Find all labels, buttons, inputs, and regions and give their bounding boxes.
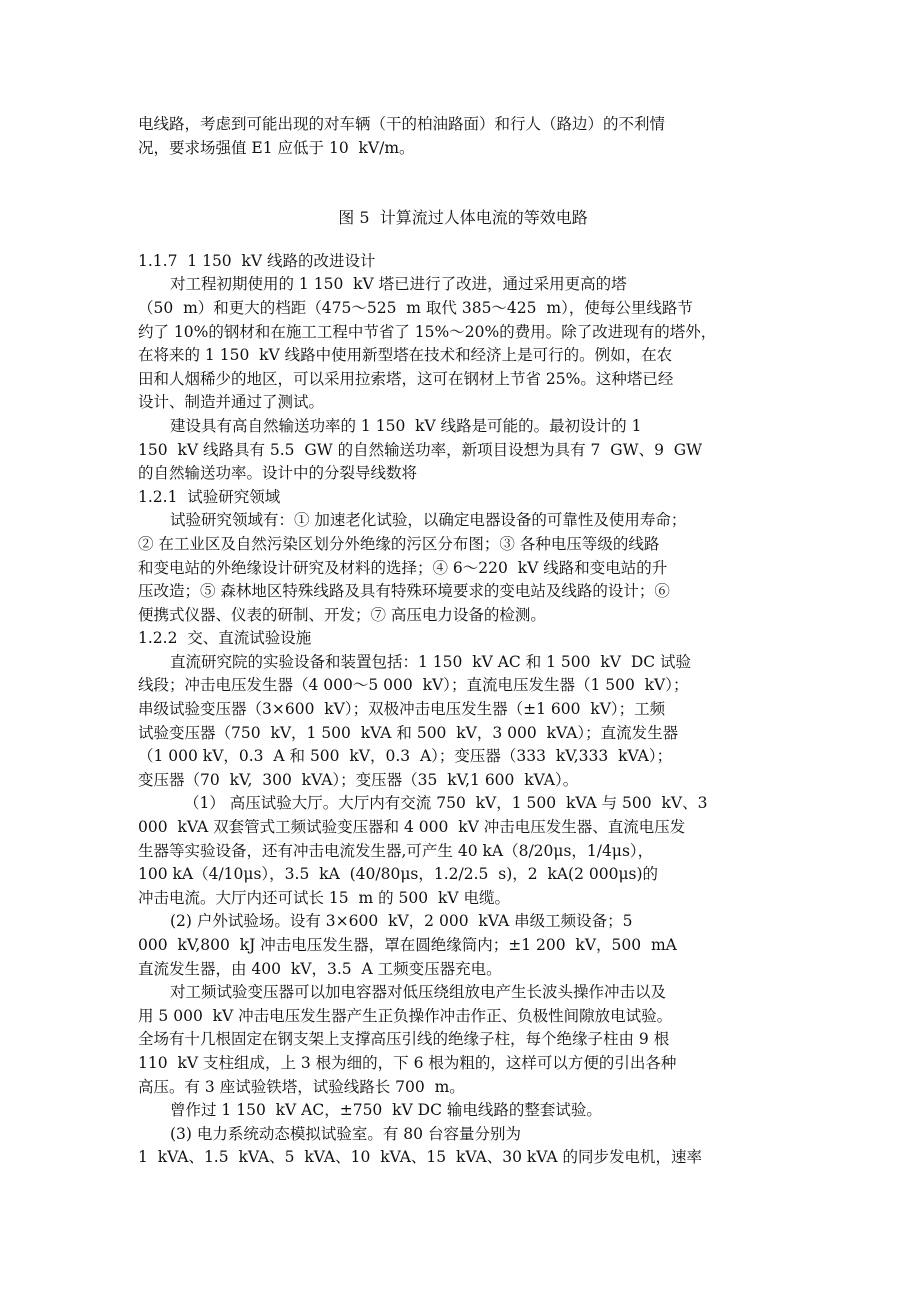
list-item-line: 1 kVA、1.5 kVA、5 kVA、10 kVA、15 kVA、30 kVA 的同步发电机，速率 xyxy=(138,1148,703,1167)
paragraph-line: 全场有十几根固定在钢支架上支撑高压引线的绝缘子柱，每个绝缘子柱由 9 根 xyxy=(138,1030,670,1049)
paragraph-line: 变压器（70 kV, 300 kVA）；变压器（35 kV,1 600 kVA）。 xyxy=(138,770,579,789)
document-page xyxy=(138,113,788,1170)
paragraph-line: 串级试验变压器（3×600 kV）；双极冲击电压发生器（±1 600 kV）；工频 xyxy=(138,700,666,719)
section-heading-1-2-2: 1.2.2 交、直流试验设施 xyxy=(138,629,312,648)
paragraph-line: 在将来的 1 150 kV 线路中使用新型塔在技术和经济上是可行的。例如，在农 xyxy=(138,346,673,365)
paragraph-line: 高压。有 3 座试验铁塔，试验线路长 700 m。 xyxy=(138,1077,465,1096)
paragraph-line: 试验研究领域有：① 加速老化试验，以确定电器设备的可靠性及使用寿命； xyxy=(170,511,687,530)
list-item-line: 直流发生器，由 400 kV，3.5 A 工频变压器充电。 xyxy=(138,959,502,978)
paragraph-line: 田和人烟稀少的地区，可以采用拉索塔，这可在钢材上节省 25%。这种塔已经 xyxy=(138,369,674,388)
paragraph-line: 对工程初期使用的 1 150 kV 塔已进行了改进，通过采用更高的塔 xyxy=(170,275,627,294)
paragraph-line: 试验变压器（750 kV，1 500 kVA 和 500 kV，3 000 kVA）；直流发生器 xyxy=(138,723,679,742)
paragraph-line: 便携式仪器、仪表的研制、开发；⑦ 高压电力设备的检测。 xyxy=(138,605,546,624)
paragraph-line: ② 在工业区及自然污染区划分外绝缘的污区分布图；③ 各种电压等级的线路 xyxy=(138,534,660,553)
paragraph-line: 压改造；⑤ 森林地区特殊线路及具有特殊环境要求的变电站及线路的设计；⑥ xyxy=(138,582,670,601)
figure-caption: 图 5 计算流过人体电流的等效电路 xyxy=(338,208,588,228)
paragraph-line: 约了 10%的钢材和在施工工程中节省了 15%～20%的费用。除了改进现有的塔外， xyxy=(138,322,717,341)
paragraph-line: （1 000 kV，0.3 A 和 500 kV，0.3 A）；变压器（333 kV,333 kVA）； xyxy=(138,747,673,766)
paragraph-line: 线段；冲击电压发生器（4 000～5 000 kV）；直流电压发生器（1 500 kV）； xyxy=(138,676,689,695)
paragraph-line: 用 5 000 kV 冲击电压发生器产生正负操作冲击作正、负极性间隙放电试验。 xyxy=(138,1006,673,1025)
section-heading-1-1-7: 1.1.7 1 150 kV 线路的改进设计 xyxy=(138,251,376,270)
intro-line-1: 电线路，考虑到可能出现的对车辆（干的柏油路面）和行人（路边）的不利情 xyxy=(138,115,666,133)
intro-line-2: 况，要求场强值 E1 应低于 10 kV/m。 xyxy=(138,138,415,157)
list-item-line: 000 kV,800 kJ 冲击电压发生器，罩在圆绝缘筒内；±1 200 kV，500 mA xyxy=(138,936,677,954)
paragraph-line: 的自然输送功率。设计中的分裂导线数将 xyxy=(138,464,418,483)
paragraph-line: 150 kV 线路具有 5.5 GW 的自然输送功率，新项目设想为具有 7 GW、9 GW xyxy=(138,440,703,459)
paragraph-line: 直流研究院的实验设备和装置包括：1 150 kV AC 和 1 500 kV DC 试验 xyxy=(170,652,692,671)
paragraph-line: （50 m）和更大的档距（475～525 m 取代 385～425 m），使每公里线路节 xyxy=(138,298,693,317)
list-item-line: 100 kA（4/10μs），3.5 kA (40/80μs，1.2/2.5 s)，2 kA(2 000μs)的 xyxy=(138,865,659,884)
paragraph-line: 设计、制造并通过了测试。 xyxy=(138,393,325,412)
paragraph-line: 对工频试验变压器可以加电容器对低压绕组放电产生长波头操作冲击以及 xyxy=(170,983,667,1002)
paragraph-line: 110 kV 支柱组成，上 3 根为细的，下 6 根为粗的，这样可以方便的引出各种 xyxy=(138,1053,677,1072)
list-item-line: 000 kVA 双套管式工频试验变压器和 4 000 kV 冲击电压发生器、直流电压发 xyxy=(138,818,686,837)
list-item-line: (2) 户外试验场。设有 3×600 kV，2 000 kVA 串级工频设备；5 xyxy=(170,912,633,931)
paragraph-line: 和变电站的外绝缘设计研究及材料的选择；④ 6～220 kV 线路和变电站的升 xyxy=(138,558,668,577)
paragraph-line: 曾作过 1 150 kV AC，±750 kV DC 输电线路的整套试验。 xyxy=(170,1101,602,1120)
list-item-line: 生器等实验设备，还有冲击电流发生器,可产生 40 kA（8/20μs，1/4μs）， xyxy=(138,841,654,860)
list-item-line: 冲击电流。大厅内还可试长 15 m 的 500 kV 电缆。 xyxy=(138,888,511,907)
paragraph-line: 建设具有高自然输送功率的 1 150 kV 线路是可能的。最初设计的 1 xyxy=(170,416,642,435)
list-item-line: （1） 高压试验大厅。大厅内有交流 750 kV，1 500 kVA 与 500 kV、3 xyxy=(184,794,708,813)
section-heading-1-2-1: 1.2.1 试验研究领域 xyxy=(138,487,281,506)
list-item-line: (3) 电力系统动态模拟试验室。有 80 台容量分别为 xyxy=(170,1124,521,1143)
